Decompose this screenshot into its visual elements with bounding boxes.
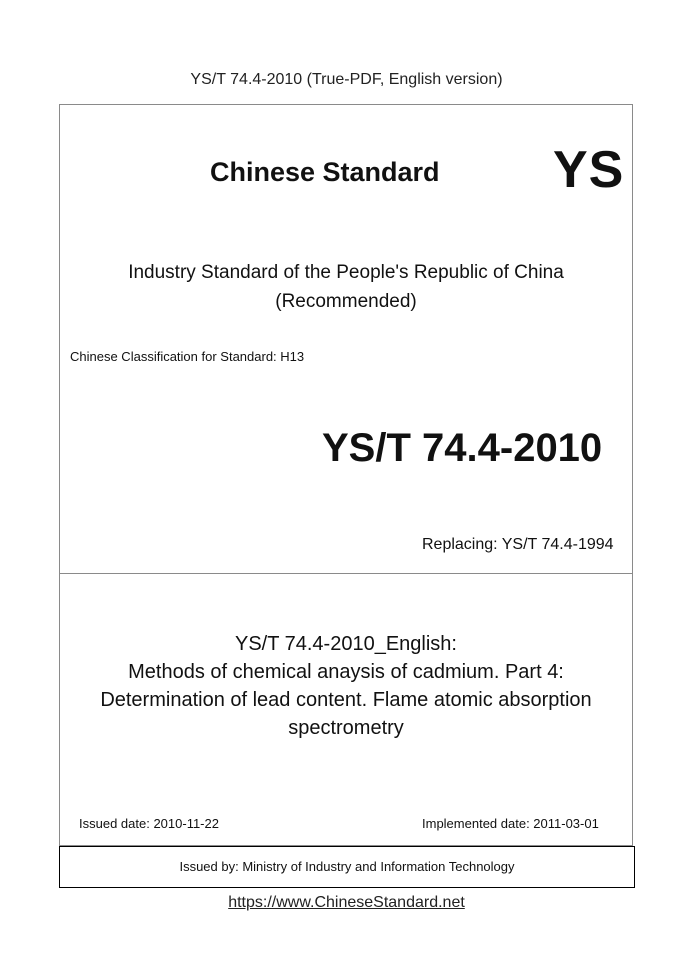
industry-line-2: (Recommended) — [275, 291, 417, 312]
document-title — [59, 630, 633, 742]
document-title-line-3: Determination of lead content. Flame atomic absorption — [100, 689, 592, 711]
issued-by-box — [59, 846, 635, 888]
document-title-line-2: Methods of chemical anaysis of cadmium. Part 4: — [128, 661, 564, 683]
cover-title: Chinese Standard — [210, 157, 440, 187]
document-title-line-1: YS/T 74.4-2010_English: — [234, 633, 457, 655]
footer-website-link[interactable]: https://www.ChineseStandard.net — [228, 894, 465, 911]
issued-date: Issued date: 2010-11-22 — [79, 816, 219, 831]
standard-number: YS/T 74.4-2010 — [322, 426, 603, 470]
header-doc-line: YS/T 74.4-2010 (True-PDF, English version) — [190, 71, 503, 88]
classification-text: Chinese Classification for Standard: H13 — [70, 349, 305, 364]
implemented-date: Implemented date: 2011-03-01 — [422, 816, 599, 831]
issued-by-text: Issued by: Ministry of Industry and Information Technology — [179, 859, 515, 874]
replacing-text: Replacing: YS/T 74.4-1994 — [422, 536, 614, 553]
industry-line-1: Industry Standard of the People's Republic of China — [128, 262, 564, 283]
document-title-line-4: spectrometry — [288, 717, 404, 739]
industry-standard-text — [59, 258, 633, 316]
cover-badge: YS — [553, 141, 625, 199]
